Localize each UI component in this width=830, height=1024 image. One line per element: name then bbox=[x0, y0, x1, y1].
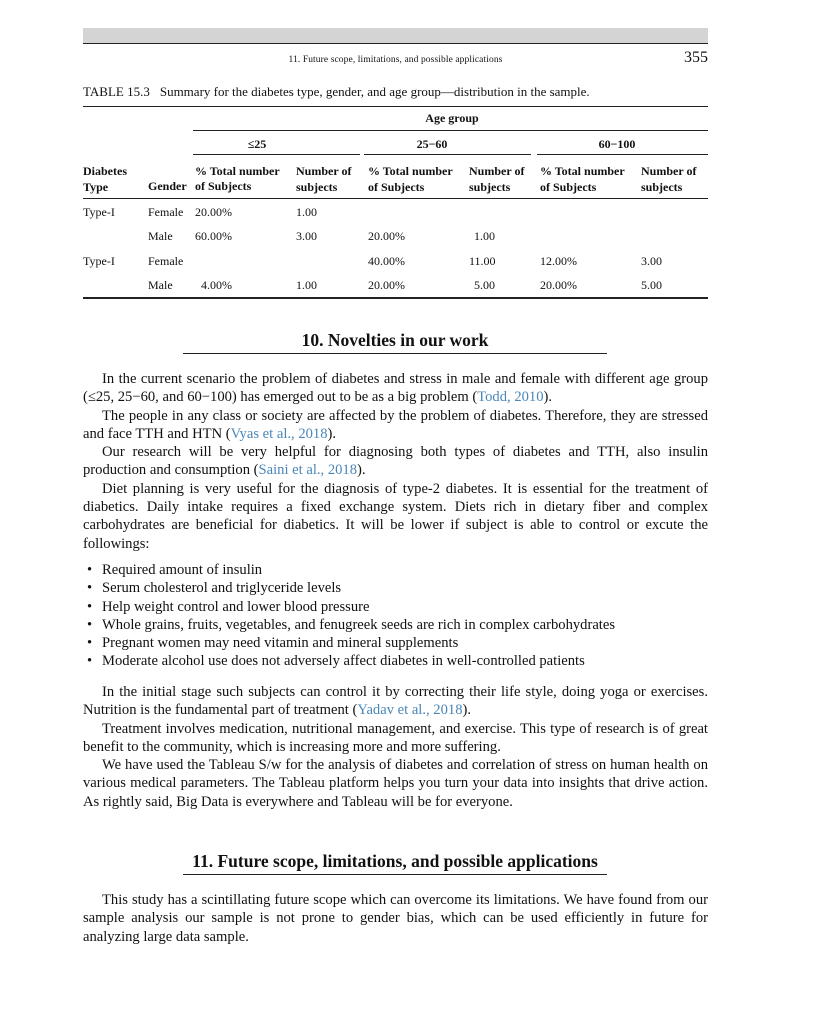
col-num-1-line2: subjects bbox=[296, 180, 338, 194]
paragraph bbox=[83, 683, 708, 720]
cell-num-3: 5.00 bbox=[641, 278, 662, 292]
col-diabetes-line1: Diabetes bbox=[83, 164, 127, 178]
cell-type: Type-I bbox=[83, 254, 115, 268]
cell-num-2: 5.00 bbox=[474, 278, 495, 292]
table-row bbox=[0, 205, 830, 221]
col-diabetes-type bbox=[83, 163, 127, 195]
header-bottom-rule bbox=[83, 198, 708, 199]
age-group-1: ≤25 bbox=[247, 137, 267, 151]
cell-pct-1: 4.00% bbox=[201, 278, 232, 292]
table-caption bbox=[83, 84, 708, 100]
cell-num-2: 11.00 bbox=[469, 254, 496, 268]
cell-num-3: 3.00 bbox=[641, 254, 662, 268]
col-pct-1-line1: % Total number bbox=[195, 164, 280, 178]
age-subgroup-rule-1 bbox=[193, 154, 360, 155]
col-num-3-line1: Number of bbox=[641, 164, 697, 178]
col-pct-1-line2: of Subjects bbox=[195, 179, 252, 193]
cell-type: Type-I bbox=[83, 205, 115, 219]
section-11-rule bbox=[183, 874, 607, 875]
col-gender: Gender bbox=[148, 179, 187, 193]
list-item: • Serum cholesterol and triglyceride levels bbox=[83, 579, 708, 597]
page-number: 355 bbox=[684, 49, 708, 66]
section-10-body bbox=[83, 370, 708, 553]
citation-link[interactable]: Vyas et al., 2018 bbox=[230, 425, 328, 442]
section-10-rule bbox=[183, 353, 607, 354]
age-group-rule bbox=[193, 130, 708, 131]
col-pct-3-line1: % Total number bbox=[540, 164, 625, 178]
cell-pct-2: 20.00% bbox=[368, 229, 405, 243]
section-10-title: 10. Novelties in our work bbox=[301, 330, 489, 350]
col-num-1 bbox=[296, 163, 351, 195]
col-pct-2-line2: of Subjects bbox=[368, 180, 425, 194]
section-11-body bbox=[83, 891, 708, 946]
header-rule bbox=[83, 43, 708, 44]
running-head: 11. Future scope, limitations, and possible applications bbox=[288, 55, 503, 65]
paragraph: We have used the Tableau S/w for the analysis of diabetes and correlation of stress on human health on various medical parameters. The Tableau platform helps you turn your data into insights that drive action. As rightly said, Big Data is everywhere and Tableau will be for everyone. bbox=[83, 757, 708, 810]
table-label: TABLE 15.3 bbox=[83, 84, 150, 99]
cell-pct-1: 20.00% bbox=[195, 205, 232, 219]
citation-link[interactable]: Yadav et al., 2018 bbox=[357, 702, 463, 719]
col-num-2 bbox=[469, 163, 524, 195]
section-11-title: 11. Future scope, limitations, and possible applications bbox=[192, 851, 598, 871]
paragraph-text: The people in any class or society are affected by the problem of diabetes. Therefore, they are stressed and face TTH and HTN ( bbox=[83, 407, 708, 442]
cell-gender: Male bbox=[148, 229, 173, 243]
citation-link[interactable]: Todd, 2010 bbox=[477, 389, 544, 406]
paragraph-end: ). bbox=[327, 425, 337, 442]
table-bottom-rule bbox=[83, 297, 708, 299]
paragraph-text: In the current scenario the problem of diabetes and stress in male and female with different age group (≤25, 25−60, and 60−100) has emerged out to be as a big problem ( bbox=[83, 371, 708, 406]
list-item: • Required amount of insulin bbox=[83, 561, 708, 579]
cell-pct-3: 12.00% bbox=[540, 254, 577, 268]
cell-gender: Female bbox=[148, 254, 184, 268]
table-row bbox=[0, 278, 830, 294]
paragraph-text: Our research will be very helpful for diagnosing both types of diabetes and TTH, also insulin production and consumption ( bbox=[83, 444, 708, 479]
list-item: • Pregnant women may need vitamin and mineral supplements bbox=[83, 634, 708, 652]
col-num-2-line2: subjects bbox=[469, 180, 511, 194]
age-subgroup-rule-3 bbox=[537, 154, 708, 155]
paragraph bbox=[83, 443, 708, 480]
cell-num-1: 1.00 bbox=[296, 278, 317, 292]
cell-gender: Male bbox=[148, 278, 173, 292]
col-pct-3 bbox=[540, 163, 625, 195]
cell-pct-1: 60.00% bbox=[195, 229, 232, 243]
cell-num-1: 1.00 bbox=[296, 205, 317, 219]
col-num-3 bbox=[641, 163, 696, 195]
col-pct-2-line1: % Total number bbox=[368, 164, 453, 178]
cell-gender: Female bbox=[148, 205, 184, 219]
age-subgroup-rule-2 bbox=[364, 154, 531, 155]
table-top-rule bbox=[83, 106, 708, 107]
bullet-list bbox=[83, 561, 708, 671]
paragraph-end: ). bbox=[543, 389, 553, 406]
paragraph bbox=[83, 407, 708, 444]
col-diabetes-line2: Type bbox=[83, 180, 109, 194]
citation-link[interactable]: Saini et al., 2018 bbox=[258, 462, 358, 479]
paragraph-end: ). bbox=[462, 702, 472, 719]
list-item: • Help weight control and lower blood pressure bbox=[83, 598, 708, 616]
age-group-heading: Age group bbox=[425, 111, 479, 125]
list-item: • Moderate alcohol use does not adversely affect diabetes in well-controlled patients bbox=[83, 652, 708, 670]
col-num-1-line1: Number of bbox=[296, 164, 352, 178]
table-row bbox=[0, 254, 830, 270]
paragraph bbox=[83, 370, 708, 407]
paragraph-text: In the initial stage such subjects can control it by correcting their life style, doing yoga or exercises. Nutrition is the fundamental part of treatment ( bbox=[83, 684, 708, 719]
cell-num-2: 1.00 bbox=[474, 229, 495, 243]
age-group-3: 60−100 bbox=[598, 137, 636, 151]
header-bar bbox=[83, 28, 708, 43]
col-num-3-line2: subjects bbox=[641, 180, 683, 194]
section-10-body-continued bbox=[83, 683, 708, 811]
table-caption-text: Summary for the diabetes type, gender, and age group—distribution in the sample. bbox=[159, 84, 590, 99]
col-num-2-line1: Number of bbox=[469, 164, 525, 178]
list-item: • Whole grains, fruits, vegetables, and fenugreek seeds are rich in complex carbohydrates bbox=[83, 616, 708, 634]
cell-pct-3: 20.00% bbox=[540, 278, 577, 292]
col-pct-2 bbox=[368, 163, 453, 195]
paragraph: This study has a scintillating future scope which can overcome its limitations. We have found from our sample analysis our sample is not prone to gender bias, which can be used efficiently in future for analyzing large data sample. bbox=[83, 892, 708, 945]
paragraph: Diet planning is very useful for the diagnosis of type-2 diabetes. It is essential for the treatment of diabetics. Daily intake requires a fixed exchange system. Diets rich in dietary fiber and complex carbohydrates are beneficial for diabetics. It will be lower if subject is able to control or excute the followings: bbox=[83, 480, 708, 552]
col-pct-3-line2: of Subjects bbox=[540, 180, 597, 194]
table-row bbox=[0, 229, 830, 245]
cell-pct-2: 20.00% bbox=[368, 278, 405, 292]
paragraph: Treatment involves medication, nutritional management, and exercise. This type of research is of great benefit to the community, which is increasing more and more suffering. bbox=[83, 720, 708, 755]
paragraph-end: ). bbox=[357, 462, 366, 479]
cell-num-1: 3.00 bbox=[296, 229, 317, 243]
cell-pct-2: 40.00% bbox=[368, 254, 405, 268]
age-group-2: 25−60 bbox=[416, 137, 448, 151]
